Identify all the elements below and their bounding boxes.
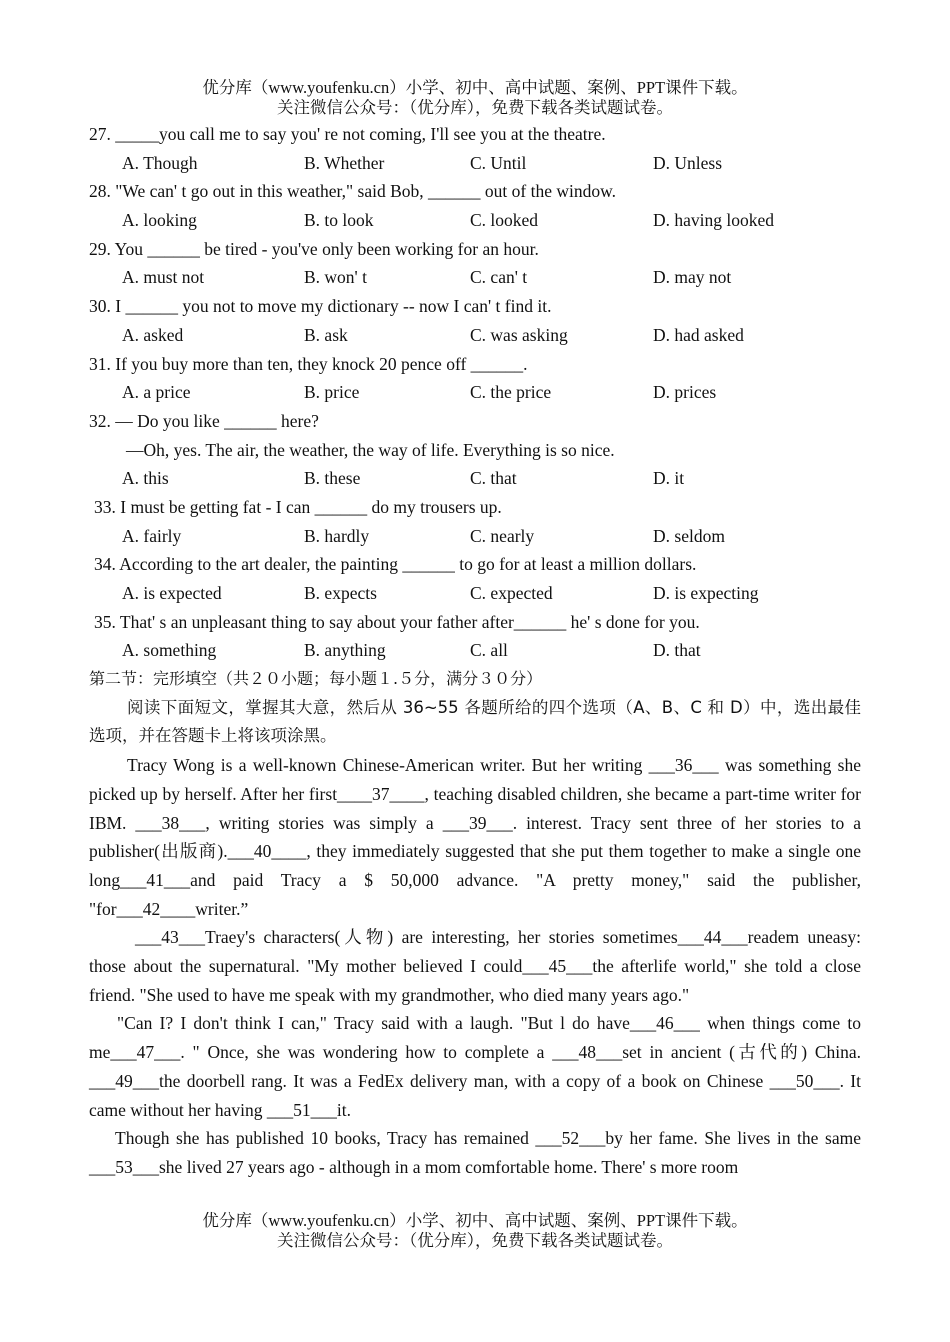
options-row — [89, 206, 861, 235]
option-d: D. it — [653, 468, 685, 489]
option-b: B. price — [304, 382, 360, 403]
passage-paragraph-4: Though she has published 10 books, Tracy has remained ___52___by her fame. She lives in the same ___53___she lived 27 years ago - although in a mom comfortable home. There' s more room — [89, 1128, 861, 1177]
option-a: A. something — [122, 640, 217, 661]
options-row — [89, 149, 861, 178]
question-list — [89, 120, 861, 665]
options-row — [89, 378, 861, 407]
question-stem: 34. According to the art dealer, the painting ______ to go for at least a million dollars. — [94, 554, 697, 575]
options-row — [89, 321, 861, 350]
options-row — [89, 522, 861, 551]
option-a: A. a price — [122, 382, 191, 403]
option-b: B. these — [304, 468, 361, 489]
option-c: C. nearly — [470, 525, 535, 546]
option-d: D. that — [653, 640, 701, 661]
option-a: A. Though — [122, 152, 198, 173]
section-title: 第二节：完形填空（共２０小题；每小题１.５分，满分３０分） — [89, 669, 543, 689]
option-d: D. Unless — [653, 152, 723, 173]
question-stem: 32. — Do you like ______ here? — [89, 410, 319, 431]
exam-content — [89, 120, 861, 1182]
option-b: B. expects — [304, 583, 377, 603]
options-row — [89, 636, 861, 665]
option-c: C. expected — [470, 583, 553, 603]
option-a: A. this — [122, 468, 169, 489]
question-stem: 30. I ______ you not to move my dictionary -- now I can' t find it. — [89, 296, 552, 317]
passage-paragraph-3: "Can I? I don't think I can," Tracy said with a laugh. "But l do have___46___ when things come to me___47___. " Once, she was wondering how to complete a ___48___set in ancient (古代的) China. ___49___the doorbell rang. It was a FedEx delivery man, with a copy of a book on Chinese ___50___. It came without her having ___51___it. — [89, 1013, 861, 1120]
option-c: C. the price — [470, 382, 552, 403]
option-a: A. fairly — [122, 525, 182, 546]
footer-line-1: 优分库（www.youfenku.cn）小学、初中、高中试题、案例、PPT课件下载。 — [202, 1211, 748, 1230]
option-d: D. having looked — [653, 210, 775, 231]
header-line-1: 优分库（www.youfenku.cn）小学、初中、高中试题、案例、PPT课件下载。 — [202, 78, 748, 97]
options-row — [89, 263, 861, 292]
options-row — [89, 464, 861, 493]
option-b: B. to look — [304, 210, 374, 231]
option-b: B. won' t — [304, 267, 367, 288]
option-d: D. may not — [653, 267, 732, 288]
footer-line-2: 关注微信公众号：（优分库），免费下载各类试题试卷。 — [277, 1231, 673, 1250]
option-b: B. Whether — [304, 152, 385, 173]
question-stem: 35. That' s an unpleasant thing to say about your father after______ he' s done for you. — [94, 611, 700, 632]
option-a: A. looking — [122, 210, 197, 231]
question-stem: 28. "We can' t go out in this weather," said Bob, ______ out of the window. — [89, 181, 616, 202]
option-b: B. anything — [304, 640, 386, 661]
option-a: A. asked — [122, 324, 184, 345]
option-b: B. hardly — [304, 525, 370, 546]
section-instruction: 阅读下面短文，掌握其大意，然后从 36~55 各题所给的四个选项（A、B、C 和 D）中，选出最佳选项，并在答题卡上将该项涂黑。 — [89, 697, 861, 746]
passage-paragraph-2: ___43___Traey's characters(人物) are interesting, her stories sometimes___44___readem uneasy: those about the supernatural. "My mother believed I could___45___the afterlife world," she told a close friend. "She used to have me speak with my grandmother, who died many years ago." — [89, 927, 861, 1005]
option-d: D. prices — [653, 382, 717, 403]
question-reply: —Oh, yes. The air, the weather, the way of life. Everything is so nice. — [126, 439, 615, 460]
option-a: A. must not — [122, 267, 205, 288]
option-b: B. ask — [304, 324, 348, 345]
option-c: C. can' t — [470, 267, 528, 288]
option-c: C. all — [470, 640, 508, 661]
header-line-2: 关注微信公众号：（优分库），免费下载各类试题试卷。 — [277, 98, 673, 117]
option-d: D. is expecting — [653, 583, 759, 603]
option-a: A. is expected — [122, 583, 222, 603]
option-c: C. that — [470, 468, 517, 489]
passage-paragraph-1: Tracy Wong is a well-known Chinese-American writer. But her writing ___36___ was something she picked up by herself. After her first____37____, teaching disabled children, she became a part-time writer for IBM. ___38___, writing stories was simply a ___39___. interest. Tracy sent three of her stories to a publisher(出版商).___40____, they immediately suggested that she put them together to make a single one long___41___and paid Tracy a $ 50,000 advance. "A pretty money," said the publisher, "for___42____writer.” — [89, 755, 861, 919]
question-stem: 27. _____you call me to say you' re not coming, I'll see you at the theatre. — [89, 124, 606, 144]
option-c: C. was asking — [470, 324, 568, 345]
option-c: C. looked — [470, 210, 539, 231]
option-c: C. Until — [470, 152, 527, 173]
options-row — [89, 579, 861, 608]
option-d: D. had asked — [653, 324, 744, 345]
question-stem: 33. I must be getting fat - I can ______ do my trousers up. — [94, 496, 502, 517]
question-stem: 29. You ______ be tired - you've only been working for an hour. — [89, 238, 539, 259]
option-d: D. seldom — [653, 525, 725, 546]
question-stem: 31. If you buy more than ten, they knock 20 pence off ______. — [89, 353, 528, 374]
